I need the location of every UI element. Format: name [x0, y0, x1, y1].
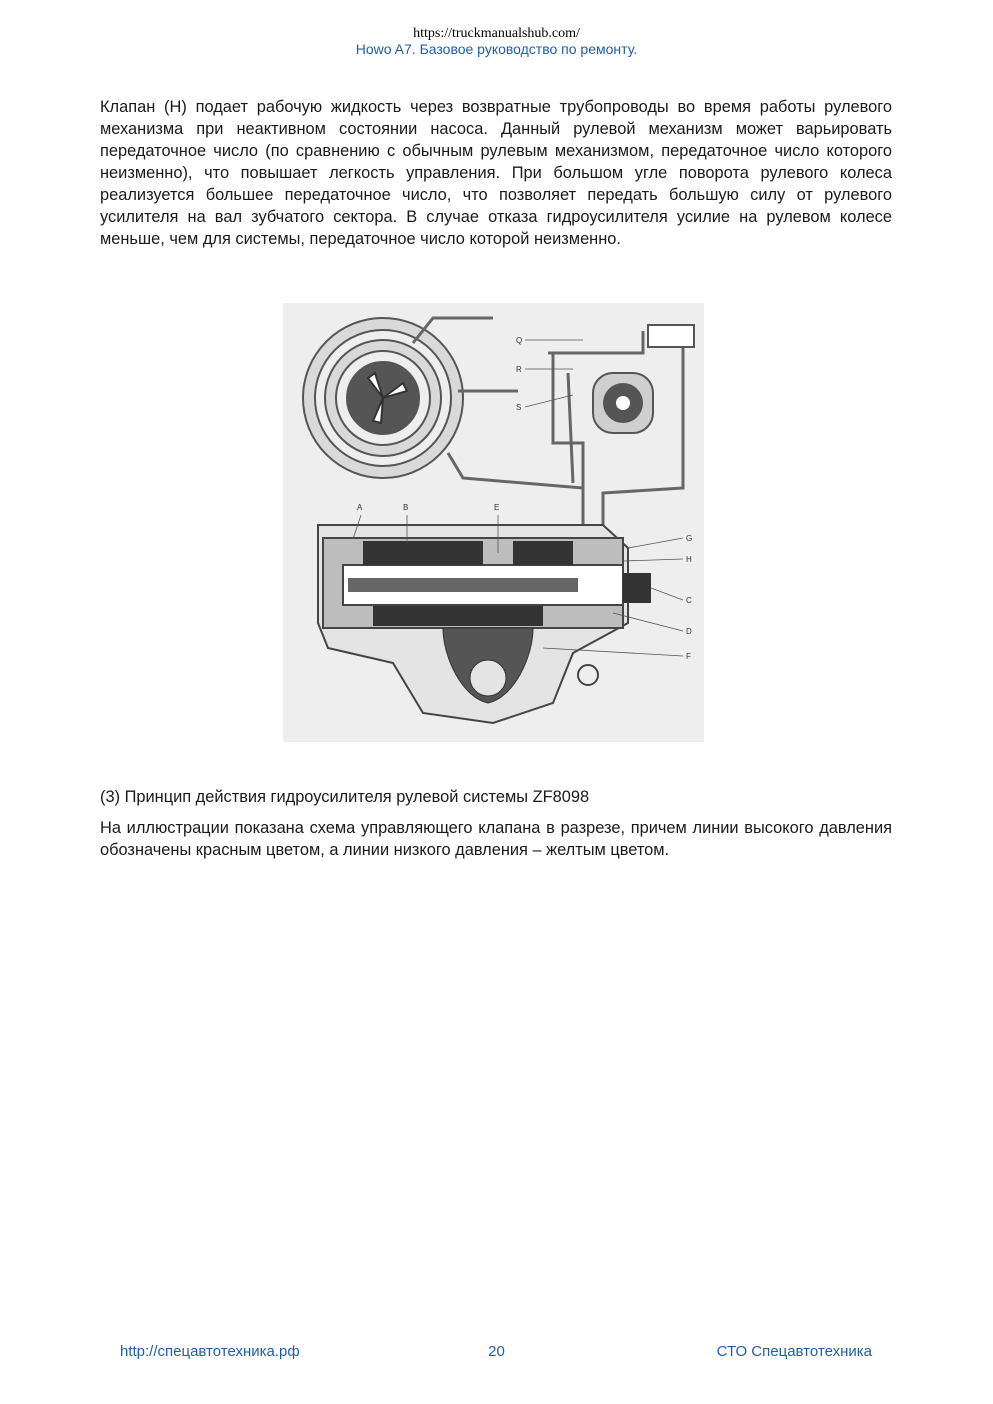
label-r: R	[516, 365, 522, 374]
page-number: 20	[488, 1343, 505, 1360]
section-heading: (3) Принцип действия гидроусилителя рулевой системы ZF8098	[100, 788, 590, 806]
pump-illustration	[303, 318, 463, 478]
label-s: S	[516, 403, 522, 412]
label-a: A	[357, 503, 363, 512]
label-b: B	[403, 503, 409, 512]
label-c: C	[686, 596, 692, 605]
rotary-valve	[593, 373, 653, 433]
reservoir	[648, 325, 694, 347]
site-url[interactable]: https://truckmanualshub.com/	[413, 26, 580, 41]
label-g: G	[686, 534, 693, 543]
footer-company-name: СТО Спецавтотехника	[716, 1343, 872, 1360]
label-d: D	[686, 627, 692, 636]
steering-gear-drawing	[283, 303, 704, 742]
label-e: E	[494, 503, 500, 512]
document-title: Howo A7. Базовое руководство по ремонту.	[355, 41, 638, 57]
body-paragraph-2: На иллюстрации показана схема управляющего клапана в разрезе, причем линии высокого давления обозначены красным цветом, а линии низкого давления – желтым цветом.	[100, 819, 892, 859]
label-h: H	[686, 555, 692, 564]
label-f: F	[686, 652, 691, 661]
footer-site-link[interactable]: http://спецавтотехника.рф	[120, 1343, 300, 1360]
steering-gear-diagram	[283, 303, 704, 742]
label-q: Q	[516, 336, 523, 345]
body-paragraph-1: Клапан (H) подает рабочую жидкость через возвратные трубопроводы во время работы рулевого механизма при неактивном состоянии насоса. Данный рулевой механизм может варьировать передаточное число (по сравнению с обычным рулевым механизмом, передаточное число которого неизменно), что повышает легкость управления. При большом угле поворота рулевого колеса реализуется большее передаточное число, что позволяет передать большую силу от рулевого усилителя на вал зубчатого сектора. В случае отказа гидроусилителя усилие на рулевом колесе меньше, чем для системы, передаточное число которой неизменно.	[100, 98, 892, 248]
